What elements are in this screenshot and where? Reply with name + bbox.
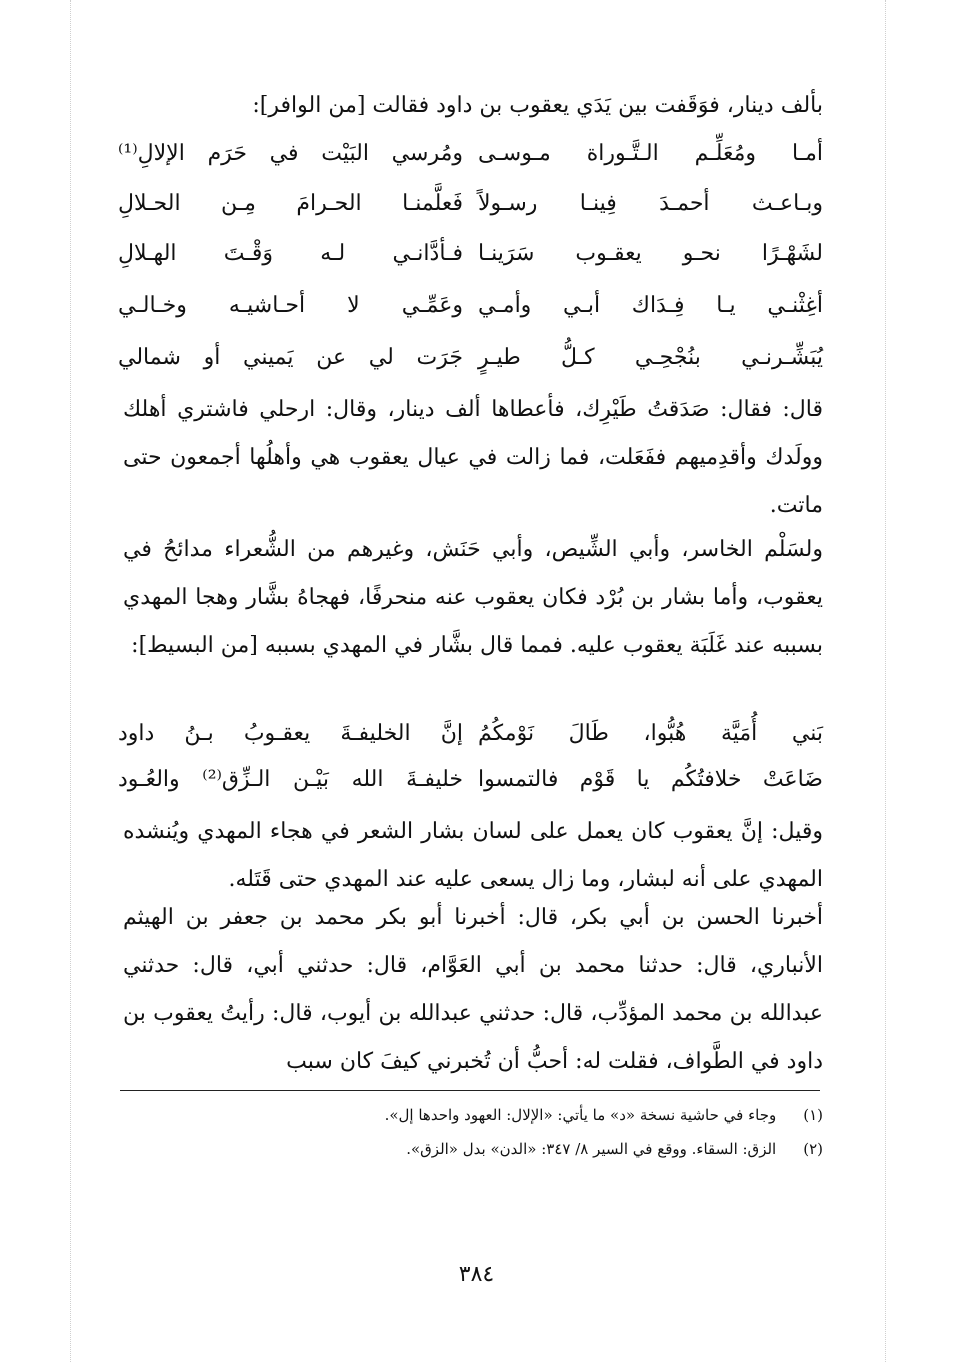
page-number: ٣٨٤ — [458, 1262, 495, 1287]
scan-artifact — [70, 0, 71, 1362]
poem2-verse-2-second: خليفـةَ الله بَيْـن الـزِّق⁽²⁾ والعُـود — [118, 767, 463, 792]
footnote-1-text: وجاء في حاشية نسخة «د» ما يأتي: «الإلال: العهود واحدها إل». — [384, 1106, 777, 1124]
poem1-verse-3-second: فـأدَّانـي لـه وَقْـتَ الهـلالِ — [118, 241, 463, 266]
poem1-verse-2-second: فَعلَّمنـا الحـرامَ مِـن الحـلالِ — [118, 191, 463, 216]
poem2-verse-1-second: إنَّ الخليفـةَ يعقـوبُ بـنُ داود — [118, 721, 463, 746]
footnote-1-number: (١) — [803, 1106, 823, 1124]
footnote-1 — [123, 1100, 823, 1130]
scan-artifact — [885, 0, 886, 1362]
paragraph-3: وقيل: إنَّ يعقوب كان يعمل على لسان بشار الشعر في هجاء المهدي ويُنشده المهدي على أنه لبشار، وما زال يسعى عليه عند المهدي حتى قَتَله. — [123, 819, 823, 892]
poem1-verse-3-first: لشَهْـرًا نحـو يعقـوب سَرَينـا — [478, 241, 823, 266]
poem2-verse-1 — [118, 710, 823, 758]
poem1-verse-5-second: جَرَت لي عن يَميني أو شمالي — [118, 345, 463, 370]
paragraph-4: أخبرنا الحسن بن أبي بكر، قال: أخبرنا أبو بكر محمد بن جعفر بن الهيثم الأنباري، قال: حدثنا محمد بن أبي العَوَّام، قال: حدثني أبي، قال: حدثني عبدالله بن محمد المؤدِّب، قال: حدثني عبدالله بن أيوب، قال: رأيتُ يعقوب بن داود في الطَّواف، فقلت له: أحبُّ أن تُخبرني كيفَ كان سبب — [123, 905, 823, 1074]
poem2-verse-2 — [118, 756, 823, 804]
poem1-verse-4 — [118, 282, 823, 330]
poem1-verse-1-second: ومُرسي البَيْت في حَرَم الإلالِ⁽¹⁾ — [118, 141, 463, 166]
poem2-verse-1-first: بَني أُمَيَّة هُبُّوا، طَالَ نَوْمكُمُ — [478, 721, 823, 746]
poem1-verse-2 — [118, 180, 823, 228]
poem1-verse-1 — [118, 130, 823, 178]
poem2-verse-2-first: ضَاعَتْ خلافتُكُم يا قَوْم فالتمسوا — [478, 767, 823, 792]
paragraph-1: قال: فقال: صَدَقتُ طَيْرِك، فأعطاها ألف دينار، وقال: ارحلي فاشتري أهلك وولَدك وأقدِميهم ففَعَلت، فما زالت في عيال يعقوب هي وأهلُها أجمعون حتى ماتت. — [123, 397, 823, 518]
paragraph-2: ولسَلْم الخاسر، وأبي الشِّيص، وأبي حَنَش، وغيرهم من الشُّعراء مدائحُ في يعقوب، وأما بشار بن بُرْد فكان يعقوب عنه منحرفًا، فهجاهُ بشَّار وهجا المهدي بسببه عند غَلَبَة يعقوب عليه. فمما قال بشَّار في المهدي بسببه [من البسيط]: — [123, 537, 823, 658]
poem1-verse-5 — [118, 334, 823, 382]
poem1-verse-5-first: يُبَشِّـرنـي بنُجْحِـي كـلُّ طيـرٍ — [478, 345, 823, 370]
footnote-2 — [123, 1134, 823, 1164]
poem1-verse-1-first: أمـا ومُعَلِّـم الـتَّـوراة مـوسـى — [478, 141, 823, 166]
footnote-2-text: الزق: السقاء. ووقع في السير ٨/ ٣٤٧: «الدن» بدل «الزق». — [406, 1140, 777, 1158]
footnote-separator — [120, 1090, 820, 1091]
poem1-verse-2-first: وبـاعـث أحمـدَ فِينـا رسـولاً — [478, 191, 823, 216]
poem1-verse-3 — [118, 230, 823, 278]
poem1-verse-4-first: أغِثْنـي يـا فِـدَاك أبـي وأمـي — [478, 293, 823, 318]
poem1-verse-4-second: وعَمِّـي لا أحـاشيـه وخـالـي — [118, 293, 463, 318]
footnote-2-number: (٢) — [803, 1140, 823, 1158]
opening-line: بألف دينار، فوَقَفت بين يَدَي يعقوب بن داود فقالت [من الوافر]: — [252, 93, 823, 118]
